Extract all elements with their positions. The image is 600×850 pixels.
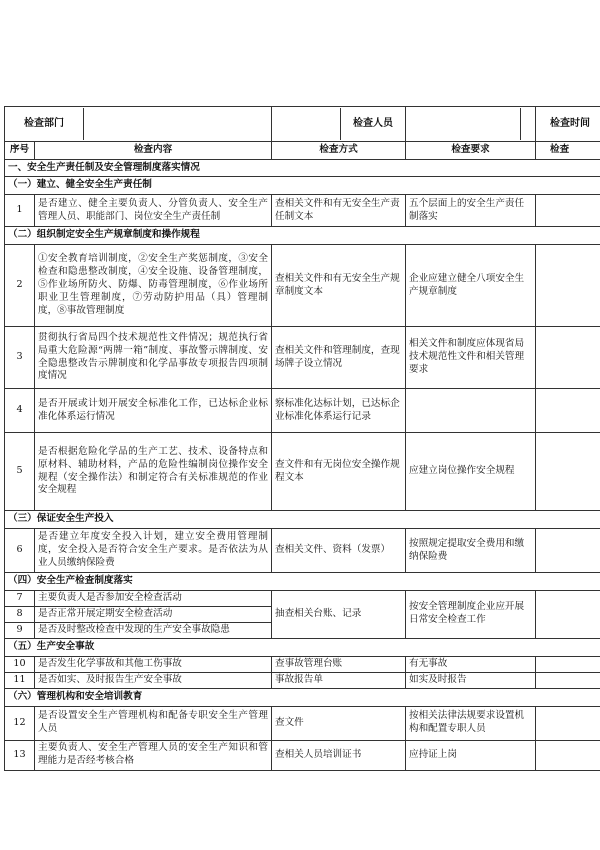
row-requirement: 企业应建立健全八项安全生产规章制度 [406,245,536,327]
row-requirement [406,389,536,433]
row-number: 5 [5,433,35,511]
row-content: 是否发生化学事故和其他工伤事故 [35,656,272,672]
row-number: 9 [5,622,35,638]
row-method: 查相关人员培训证书 [272,740,406,770]
table-row [5,433,600,511]
row-content: 主要负责人是否参加安全检查活动 [35,591,272,607]
row-result[interactable] [536,656,600,672]
table-row [5,389,600,433]
table-row [5,672,600,688]
col-requirement: 检查要求 [406,142,536,160]
row-number: 10 [5,656,35,672]
row-result[interactable] [536,740,600,770]
row-method: 查文件 [272,706,406,740]
group-title: （三）保证安全生产投入 [5,511,600,529]
row-content: 是否正常开展定期安全检查活动 [35,606,272,622]
row-content: 是否及时整改检查中发现的生产安全事故隐患 [35,622,272,638]
row-method: 查相关文件和有无安全生产责任制文本 [272,195,406,227]
section-title: 一、安全生产责任制及安全管理制度落实情况 [5,160,600,177]
group-title: （二）组织制定安全生产规章制度和操作规程 [5,227,600,245]
row-number: 2 [5,245,35,327]
row-number: 6 [5,529,35,573]
row-result[interactable] [536,389,600,433]
row-content: ①安全教育培训制度，②安全生产奖惩制度，③安全检查和隐患整改制度，④安全设施、设备管理制度，⑤作业场所防火、防爆、防毒管理制度，⑥作业场所职业卫生管理制度，⑦劳动防护用品（具）管理制度，⑧事故管理制度 [35,245,272,327]
row-number: 7 [5,591,35,607]
row-requirement: 按相关法律法规要求设置机构和配置专职人员 [406,706,536,740]
row-requirement: 有无事故 [406,656,536,672]
row-method: 查相关文件和管理制度，查现场牌子设立情况 [272,327,406,389]
row-result[interactable] [536,529,600,573]
table-row [5,195,600,227]
row-content: 贯彻执行省局四个技术规范性文件情况；规范执行省局重大危险源“两牌一箱”制度、事故警示牌制度、安全隐患整改告示牌制度和化学品事故专项报告四项制度情况 [35,327,272,389]
group-title: （四）安全生产检查制度落实 [5,573,600,591]
inspector-value[interactable] [406,108,520,140]
table-row [5,740,600,770]
row-result[interactable] [536,195,600,227]
group-title-row [5,688,600,706]
table-row [5,245,600,327]
inspector-label: 检查人员 [340,108,405,140]
row-number: 13 [5,740,35,770]
table-row [5,656,600,672]
group-title-row [5,511,600,529]
group-title-row [5,573,600,591]
group-title: （一）建立、健全安全生产责任制 [5,177,600,195]
row-number: 11 [5,672,35,688]
row-content: 是否开展或计划开展安全标准化工作，已达标企业标准化体系运行情况 [35,389,272,433]
group-title: （六）管理机构和安全培训教育 [5,688,600,706]
row-requirement: 如实及时报告 [406,672,536,688]
row-content: 是否根据危险化学品的生产工艺、技术、设备特点和原材料、辅助材料，产品的危险性编制岗位操作安全规程（安全操作法）和制定符合有关标准规范的作业安全规程 [35,433,272,511]
row-number: 3 [5,327,35,389]
row-method: 事故报告单 [272,672,406,688]
table-row [5,529,600,573]
dept-label: 检查部门 [5,108,84,140]
row-content: 是否建立年度安全投入计划，建立安全费用管理制度，安全投入是否符合安全生产要求。是否依法为从业人员缴纳保险费 [35,529,272,573]
row-result[interactable] [536,672,600,688]
row-number: 8 [5,606,35,622]
row-content: 是否建立、健全主要负责人、分管负责人、安全生产管理人员、职能部门、岗位安全生产责任制 [35,195,272,227]
inspection-table [4,106,600,771]
row-result[interactable] [536,706,600,740]
row-method: 查文件和有无岗位安全操作规程文本 [272,433,406,511]
row-requirement: 按照规定提取安全费用和缴纳保险费 [406,529,536,573]
time-label: 检查时间 [536,107,600,142]
row-requirement: 应建立岗位操作安全规程 [406,433,536,511]
row-number: 4 [5,389,35,433]
group-title-row [5,177,600,195]
row-result[interactable] [536,433,600,511]
row-result[interactable] [536,327,600,389]
row-requirement: 相关文件和制度应体现省局技术规范性文件和相关管理要求 [406,327,536,389]
col-content: 检查内容 [35,142,272,160]
row-number: 12 [5,706,35,740]
row-method: 抽查相关台账、记录 [272,591,406,639]
inspection-form [4,106,600,771]
row-content: 是否设置安全生产管理机构和配备专职安全生产管理人员 [35,706,272,740]
row-method: 查相关文件和有无安全生产规章制度文本 [272,245,406,327]
table-row [5,706,600,740]
row-result[interactable] [536,245,600,327]
group-title-row [5,638,600,656]
row-method: 查事故管理台账 [272,656,406,672]
row-content: 是否如实、及时报告生产安全事故 [35,672,272,688]
row-method: 察标准化达标计划，已达标企业标准化体系运行记录 [272,389,406,433]
row-method: 查相关文件、资料（发票） [272,529,406,573]
col-result: 检查 [536,142,600,160]
table-row [5,591,600,607]
row-requirement: 五个层面上的安全生产责任制落实 [406,195,536,227]
row-result[interactable] [536,591,600,639]
row-number: 1 [5,195,35,227]
header-row [5,107,600,142]
row-content: 主要负责人、安全生产管理人员的安全生产知识和管理能力是否经考核合格 [35,740,272,770]
row-requirement: 按安全管理制度企业应开展日常安全检查工作 [406,591,536,639]
group-title-row [5,227,600,245]
dept-value[interactable] [84,108,271,140]
col-method: 检查方式 [272,142,406,160]
row-requirement: 应持证上岗 [406,740,536,770]
section-title-row [5,160,600,177]
table-row [5,327,600,389]
group-title: （五）生产安全事故 [5,638,600,656]
column-header-row [5,142,600,160]
col-no: 序号 [5,142,35,160]
